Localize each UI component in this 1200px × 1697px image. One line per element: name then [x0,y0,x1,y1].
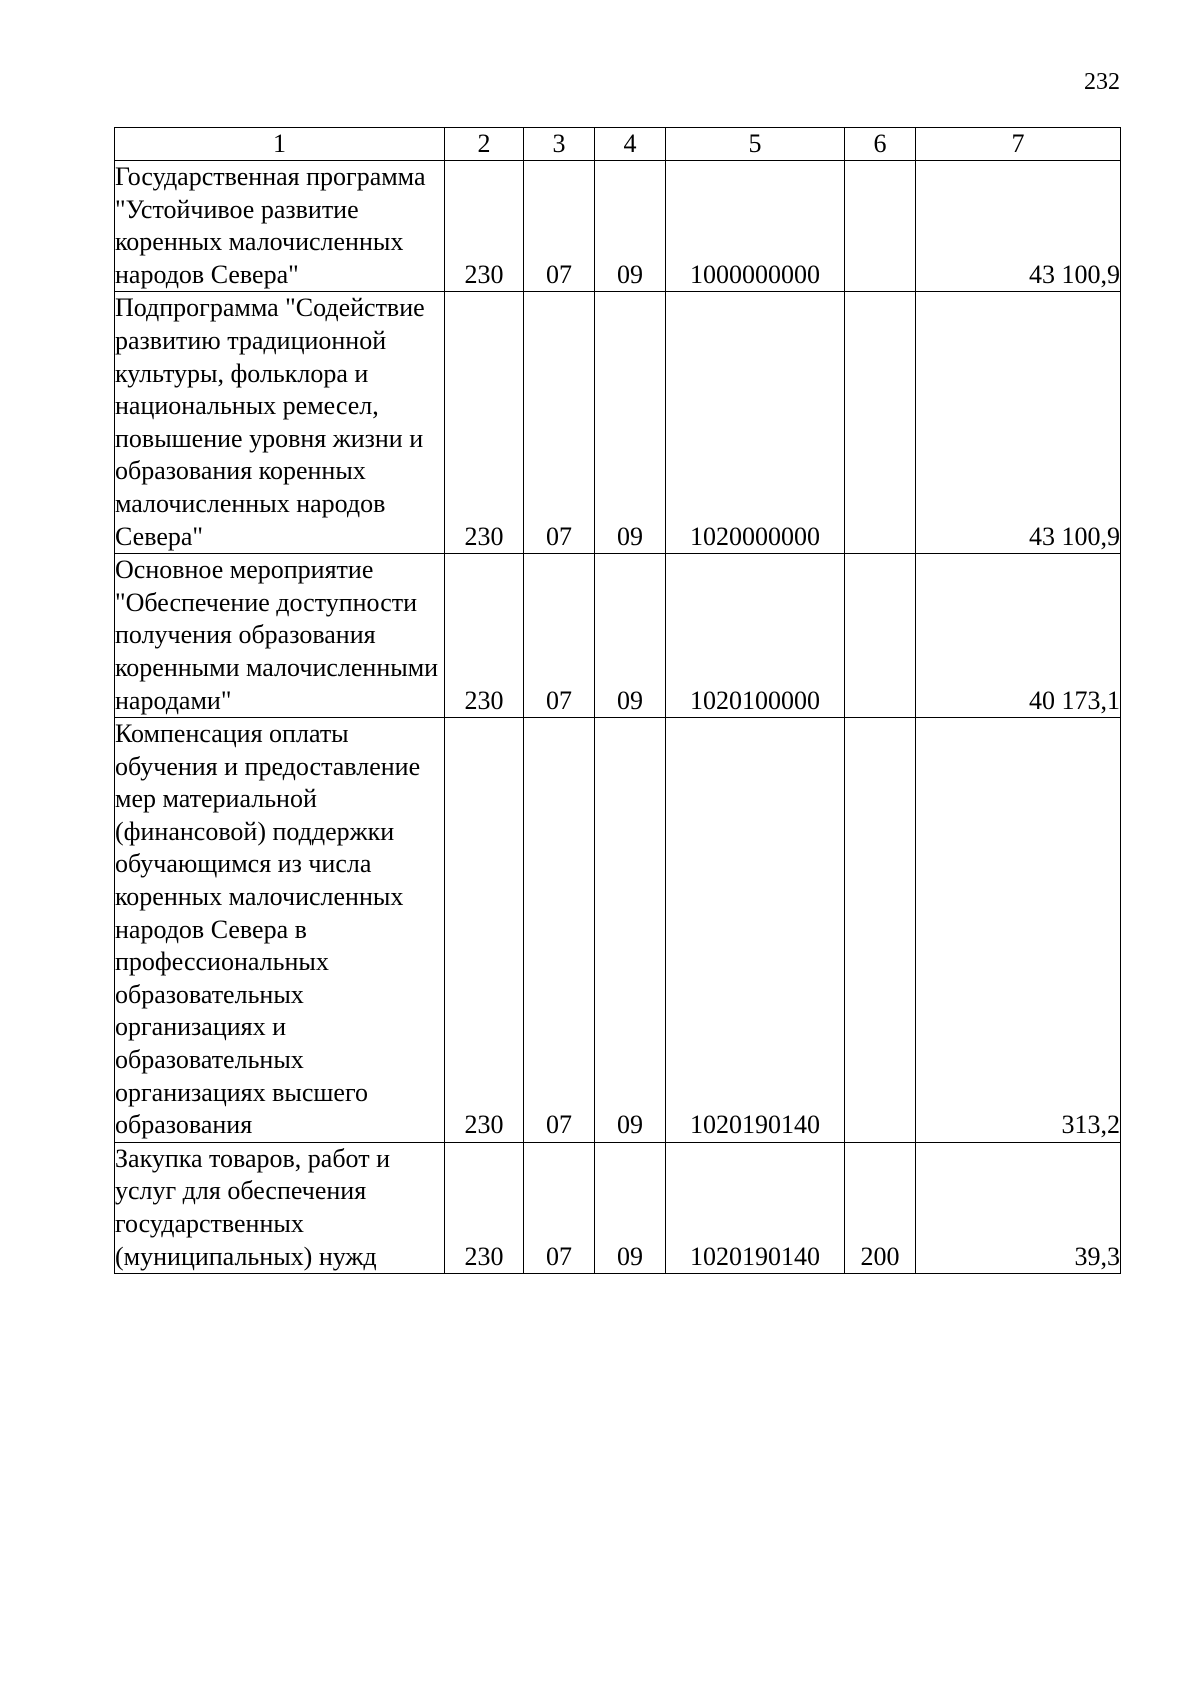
cell-col-4: 09 [595,718,666,1143]
cell-col-2: 230 [445,718,524,1143]
cell-col-4: 09 [595,1142,666,1273]
budget-table [114,127,1121,1274]
row-name: Основное мероприятие "Обеспечение доступности получения образования коренными малочисленными народами" [115,554,445,718]
cell-col-5: 1020190140 [666,1142,845,1273]
row-name: Компенсация оплаты обучения и предоставление мер материальной (финансовой) поддержки обучающимся из числа коренных малочисленных народов Севера в профессиональных образовательных организациях и образовательных организациях высшего образования [115,718,445,1143]
column-header: 6 [845,128,916,161]
cell-col-3: 07 [524,718,595,1143]
cell-col-5: 1020000000 [666,292,845,554]
column-header: 4 [595,128,666,161]
column-header: 7 [916,128,1121,161]
table-row [115,161,1121,292]
cell-col-4: 09 [595,292,666,554]
cell-col-6 [845,161,916,292]
cell-col-5: 1000000000 [666,161,845,292]
column-header: 2 [445,128,524,161]
cell-col-7: 43 100,9 [916,292,1121,554]
cell-col-3: 07 [524,1142,595,1273]
cell-col-5: 1020190140 [666,718,845,1143]
cell-col-6 [845,554,916,718]
cell-col-3: 07 [524,554,595,718]
cell-col-7: 313,2 [916,718,1121,1143]
table-row [115,1142,1121,1273]
column-header: 5 [666,128,845,161]
row-name: Государственная программа "Устойчивое развитие коренных малочисленных народов Севера" [115,161,445,292]
cell-col-6 [845,292,916,554]
cell-col-2: 230 [445,1142,524,1273]
column-header: 1 [115,128,445,161]
table-row [115,718,1121,1143]
cell-col-2: 230 [445,554,524,718]
cell-col-2: 230 [445,161,524,292]
table-header-row [115,128,1121,161]
cell-col-2: 230 [445,292,524,554]
cell-col-3: 07 [524,161,595,292]
cell-col-4: 09 [595,554,666,718]
column-header: 3 [524,128,595,161]
page-number: 232 [1084,69,1120,95]
cell-col-6 [845,718,916,1143]
cell-col-7: 39,3 [916,1142,1121,1273]
row-name: Закупка товаров, работ и услуг для обеспечения государственных (муниципальных) нужд [115,1142,445,1273]
table-row [115,554,1121,718]
cell-col-4: 09 [595,161,666,292]
table-row [115,292,1121,554]
cell-col-5: 1020100000 [666,554,845,718]
cell-col-3: 07 [524,292,595,554]
cell-col-6: 200 [845,1142,916,1273]
row-name: Подпрограмма "Содействие развитию традиционной культуры, фольклора и национальных ремесел, повышение уровня жизни и образования коренных малочисленных народов Севера" [115,292,445,554]
cell-col-7: 43 100,9 [916,161,1121,292]
cell-col-7: 40 173,1 [916,554,1121,718]
